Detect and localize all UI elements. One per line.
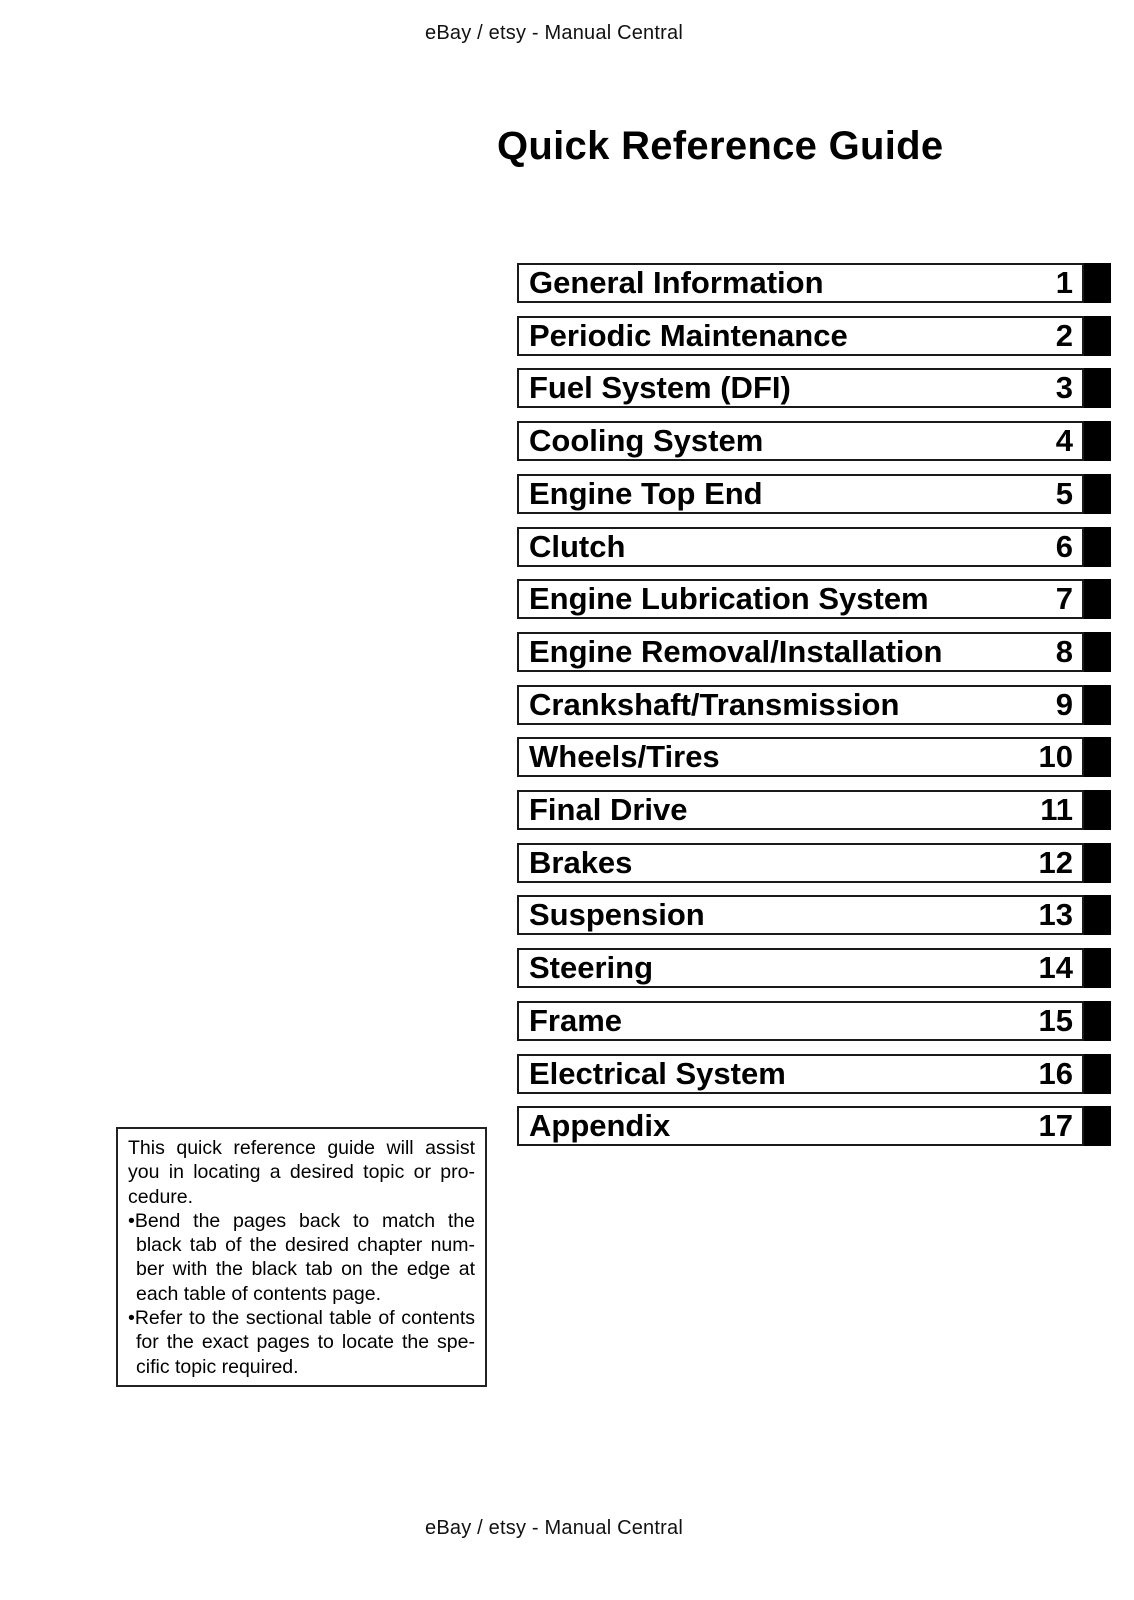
chapter-number: 8: [1055, 633, 1073, 669]
black-tab-marker: [1084, 1106, 1111, 1146]
chapter-row-8[interactable]: [517, 632, 1111, 672]
chapter-box: [517, 527, 1084, 567]
black-tab-marker: [1084, 527, 1111, 567]
chapter-number: 3: [1055, 370, 1073, 406]
chapter-label: Engine Lubrication System: [529, 581, 929, 617]
chapter-label: Electrical System: [529, 1055, 786, 1091]
chapter-row-17[interactable]: [517, 1106, 1111, 1146]
page-title: Quick Reference Guide: [497, 124, 944, 168]
chapter-row-7[interactable]: [517, 579, 1111, 619]
black-tab-marker: [1084, 790, 1111, 830]
chapter-box: [517, 316, 1084, 356]
chapter-number: 9: [1055, 686, 1073, 722]
chapter-label: Crankshaft/Transmission: [529, 686, 900, 722]
black-tab-marker: [1084, 948, 1111, 988]
chapter-box: [517, 632, 1084, 672]
black-tab-marker: [1084, 685, 1111, 725]
chapter-box: [517, 685, 1084, 725]
chapter-number: 13: [1038, 897, 1073, 933]
chapter-number: 4: [1055, 423, 1073, 459]
chapter-box: [517, 263, 1084, 303]
chapter-label: Appendix: [529, 1108, 671, 1144]
chapter-label: Suspension: [529, 897, 705, 933]
chapter-label: Fuel System (DFI): [529, 370, 791, 406]
chapter-box: [517, 843, 1084, 883]
chapter-box: [517, 790, 1084, 830]
footer-watermark: eBay / etsy - Manual Central: [425, 1517, 683, 1539]
black-tab-marker: [1084, 1054, 1111, 1094]
chapter-number: 7: [1055, 581, 1073, 617]
chapter-box: [517, 948, 1084, 988]
chapter-label: Engine Removal/Installation: [529, 633, 943, 669]
chapter-number: 12: [1038, 844, 1073, 880]
chapter-box: [517, 421, 1084, 461]
chapter-number: 6: [1055, 528, 1073, 564]
chapter-number: 14: [1038, 950, 1073, 986]
chapter-box: [517, 1054, 1084, 1094]
chapter-box: [517, 368, 1084, 408]
chapter-row-1[interactable]: [517, 263, 1111, 303]
chapter-label: General Information: [529, 265, 824, 300]
black-tab-marker: [1084, 316, 1111, 356]
black-tab-marker: [1084, 632, 1111, 672]
chapter-number: 17: [1038, 1108, 1073, 1144]
chapter-row-5[interactable]: [517, 474, 1111, 514]
chapter-label: Steering: [529, 950, 654, 986]
chapter-label: Engine Top End: [529, 475, 763, 511]
chapter-row-16[interactable]: [517, 1054, 1111, 1094]
chapter-number: 2: [1055, 317, 1073, 353]
chapter-number: 1: [1055, 265, 1073, 300]
black-tab-marker: [1084, 1001, 1111, 1041]
chapter-number: 10: [1038, 739, 1073, 775]
chapter-row-15[interactable]: [517, 1001, 1111, 1041]
chapter-label: Frame: [529, 1002, 623, 1038]
chapter-row-3[interactable]: [517, 368, 1111, 408]
chapter-box: [517, 895, 1084, 935]
note-intro: This quick reference guide will assist you in locating a desired topic or procedure.: [128, 1137, 475, 1208]
black-tab-marker: [1084, 263, 1111, 303]
black-tab-marker: [1084, 843, 1111, 883]
chapter-box: [517, 474, 1084, 514]
chapter-number: 15: [1038, 1002, 1073, 1038]
chapter-box: [517, 1001, 1084, 1041]
header-watermark: eBay / etsy - Manual Central: [425, 22, 683, 44]
chapter-label: Brakes: [529, 844, 633, 880]
chapter-row-13[interactable]: [517, 895, 1111, 935]
chapter-box: [517, 579, 1084, 619]
chapter-row-12[interactable]: [517, 843, 1111, 883]
chapter-label: Wheels/Tires: [529, 739, 720, 775]
chapter-number: 16: [1038, 1055, 1073, 1091]
chapter-row-4[interactable]: [517, 421, 1111, 461]
black-tab-marker: [1084, 895, 1111, 935]
chapter-label: Periodic Maintenance: [529, 317, 848, 353]
note-bullet: •Bend the pages back to match the black tab of the desired chapter number with the black tab on the edge at each table of contents page.: [128, 1209, 475, 1305]
chapter-number: 11: [1040, 792, 1073, 827]
chapter-row-2[interactable]: [517, 316, 1111, 356]
black-tab-marker: [1084, 368, 1111, 408]
black-tab-marker: [1084, 579, 1111, 619]
chapter-box: [517, 737, 1084, 777]
chapter-label: Clutch: [529, 528, 626, 564]
black-tab-marker: [1084, 474, 1111, 514]
chapter-row-14[interactable]: [517, 948, 1111, 988]
chapter-row-6[interactable]: [517, 527, 1111, 567]
chapter-box: [517, 1106, 1084, 1146]
chapter-row-9[interactable]: [517, 685, 1111, 725]
chapter-row-10[interactable]: [517, 737, 1111, 777]
black-tab-marker: [1084, 421, 1111, 461]
usage-note-box: [116, 1127, 487, 1387]
note-bullet: •Refer to the sectional table of contents for the exact pages to locate the specific topic required.: [128, 1307, 475, 1378]
chapter-label: Cooling System: [529, 423, 764, 459]
chapter-row-11[interactable]: [517, 790, 1111, 830]
chapter-number: 5: [1055, 475, 1073, 511]
chapter-label: Final Drive: [529, 792, 688, 827]
black-tab-marker: [1084, 737, 1111, 777]
